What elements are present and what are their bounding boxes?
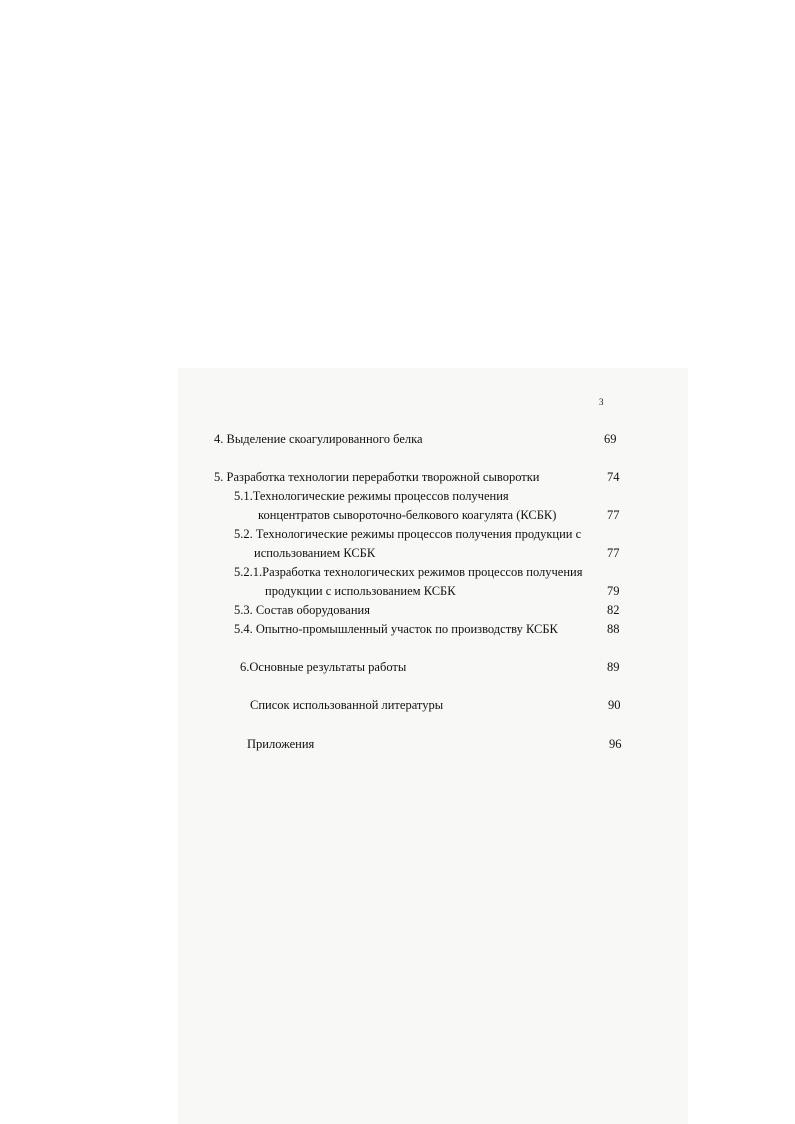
toc-entry-title: 4. Выделение скоагулированного белка: [214, 432, 423, 446]
toc-entry-title: 5.3. Состав оборудования: [234, 603, 370, 617]
toc-entry-page: 69: [604, 432, 617, 446]
toc-entry-title: 6.Основные результаты работы: [240, 660, 407, 674]
toc-entry-title: Список использованной литературы: [250, 698, 444, 712]
toc-entry-page: 82: [607, 603, 620, 617]
toc-entry-title: Приложения: [247, 737, 315, 751]
page-number: 3: [599, 397, 604, 407]
toc-entry-page: 89: [607, 660, 620, 674]
toc-entry-title: 5.2.1.Разработка технологических режимов процессов получения: [234, 565, 583, 579]
toc-entry-title: продукции с использованием КСБК: [265, 584, 456, 598]
toc-entry-title: использованием КСБК: [254, 546, 376, 560]
toc-entry-page: 79: [607, 584, 620, 598]
toc-entry-title: 5.1.Технологические режимы процессов получения: [234, 489, 509, 503]
toc-entry-page: 77: [607, 546, 620, 560]
toc-entry-title: 5.2. Технологические режимы процессов получения продукции с: [234, 527, 582, 541]
toc-entry-title: концентратов сывороточно-белкового коагулята (КСБК): [258, 508, 557, 522]
toc-entry-page: 77: [607, 508, 620, 522]
toc-entry-page: 96: [609, 737, 622, 751]
toc-entry-page: 74: [607, 470, 620, 484]
toc-entry-page: 88: [607, 622, 620, 636]
toc-entry-title: 5. Разработка технологии переработки творожной сыворотки: [214, 470, 540, 484]
toc-entry-title: 5.4. Опытно-промышленный участок по производству КСБК: [234, 622, 558, 636]
toc-entry-page: 90: [608, 698, 621, 712]
